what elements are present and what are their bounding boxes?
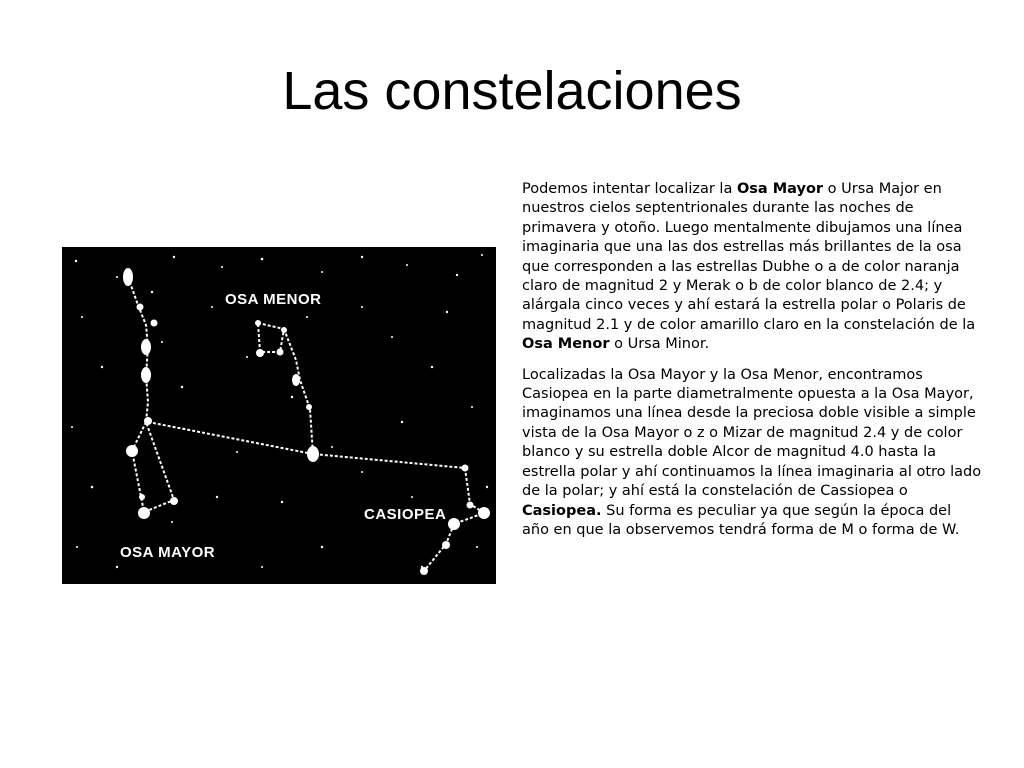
label-osa-mayor: OSA MAYOR — [120, 544, 216, 561]
text-span: Su forma es peculiar ya que según la época del año en que la observemos tendrá forma de M o forma de W. — [522, 502, 960, 538]
star-osa-mayor-9 — [170, 497, 178, 505]
paragraph-osa-mayor — [522, 180, 982, 355]
star-casiopea-5 — [442, 541, 450, 549]
bold-casiopea: Casiopea. — [522, 502, 602, 519]
star-osa-mayor-2 — [137, 304, 144, 311]
star-osa-menor-5 — [292, 374, 300, 386]
star-osa-mayor-3 — [151, 320, 158, 327]
star-casiopea-2 — [467, 502, 474, 509]
star-osa-mayor-1 — [123, 268, 133, 286]
text-span: o Ursa Major en nuestros cielos septentrionales durante las noches de primavera y otoño. Luego mentalmente dibujamos una línea imaginaria que una las dos estrellas más brillantes de la osa que corresponden a las estrellas Dubhe o a de color naranja claro de magnitud 2 y Merak o b de color blanco de 2.4; y alárgala cinco veces y ahí estará la estrella polar o Polaris de magnitud 2.1 y de color amarillo claro en la constelación de la — [522, 181, 976, 333]
text-span: Localizadas la Osa Mayor y la Osa Menor, encontramos Casiopea en la parte diametralmente opuesta a la Osa Mayor, imaginamos una línea desde la preciosa doble visible a simple vista de la Osa Mayor o z o Mizar de magnitud 2.4 y de color blanco y su estrella doble Alcor de magnitud 4.0 hasta la estrella polar y ahí continuamos la línea imaginaria al otro lado de la polar; y ahí está la constelación de Cassiopea o — [522, 366, 982, 500]
star-osa-menor-2 — [281, 327, 287, 333]
label-casiopea: CASIOPEA — [364, 506, 447, 523]
star-osa-menor-1 — [255, 320, 261, 326]
star-osa-mayor-5 — [141, 367, 151, 383]
constellation-lines — [128, 277, 484, 571]
bold-osa-menor: Osa Menor — [522, 336, 610, 353]
constellation-map-image — [62, 247, 496, 584]
text-span: o Ursa Minor. — [609, 336, 710, 353]
text-span: Podemos intentar localizar la — [522, 181, 737, 197]
star-osa-menor-3 — [277, 349, 284, 356]
description-text — [522, 180, 982, 551]
slide-title: Las constelaciones — [282, 61, 742, 121]
bold-osa-mayor: Osa Mayor — [736, 181, 824, 197]
star-casiopea-6 — [420, 567, 428, 575]
star-osa-menor-6 — [306, 404, 312, 410]
star-osa-menor-4 — [256, 349, 264, 357]
star-osa-mayor-8 — [138, 507, 150, 519]
star-casiopea-1 — [462, 465, 469, 472]
star-casiopea-3 — [478, 507, 490, 519]
star-casiopea-4 — [448, 518, 460, 530]
label-osa-menor: OSA MENOR — [225, 291, 322, 308]
star-polaris — [307, 446, 319, 462]
star-osa-mayor-10 — [139, 494, 145, 500]
constellation-stars — [123, 268, 490, 575]
star-osa-mayor-6 — [144, 417, 152, 425]
paragraph-casiopea — [522, 366, 982, 541]
star-osa-mayor-7 — [126, 445, 138, 457]
star-osa-mayor-4 — [141, 339, 151, 355]
